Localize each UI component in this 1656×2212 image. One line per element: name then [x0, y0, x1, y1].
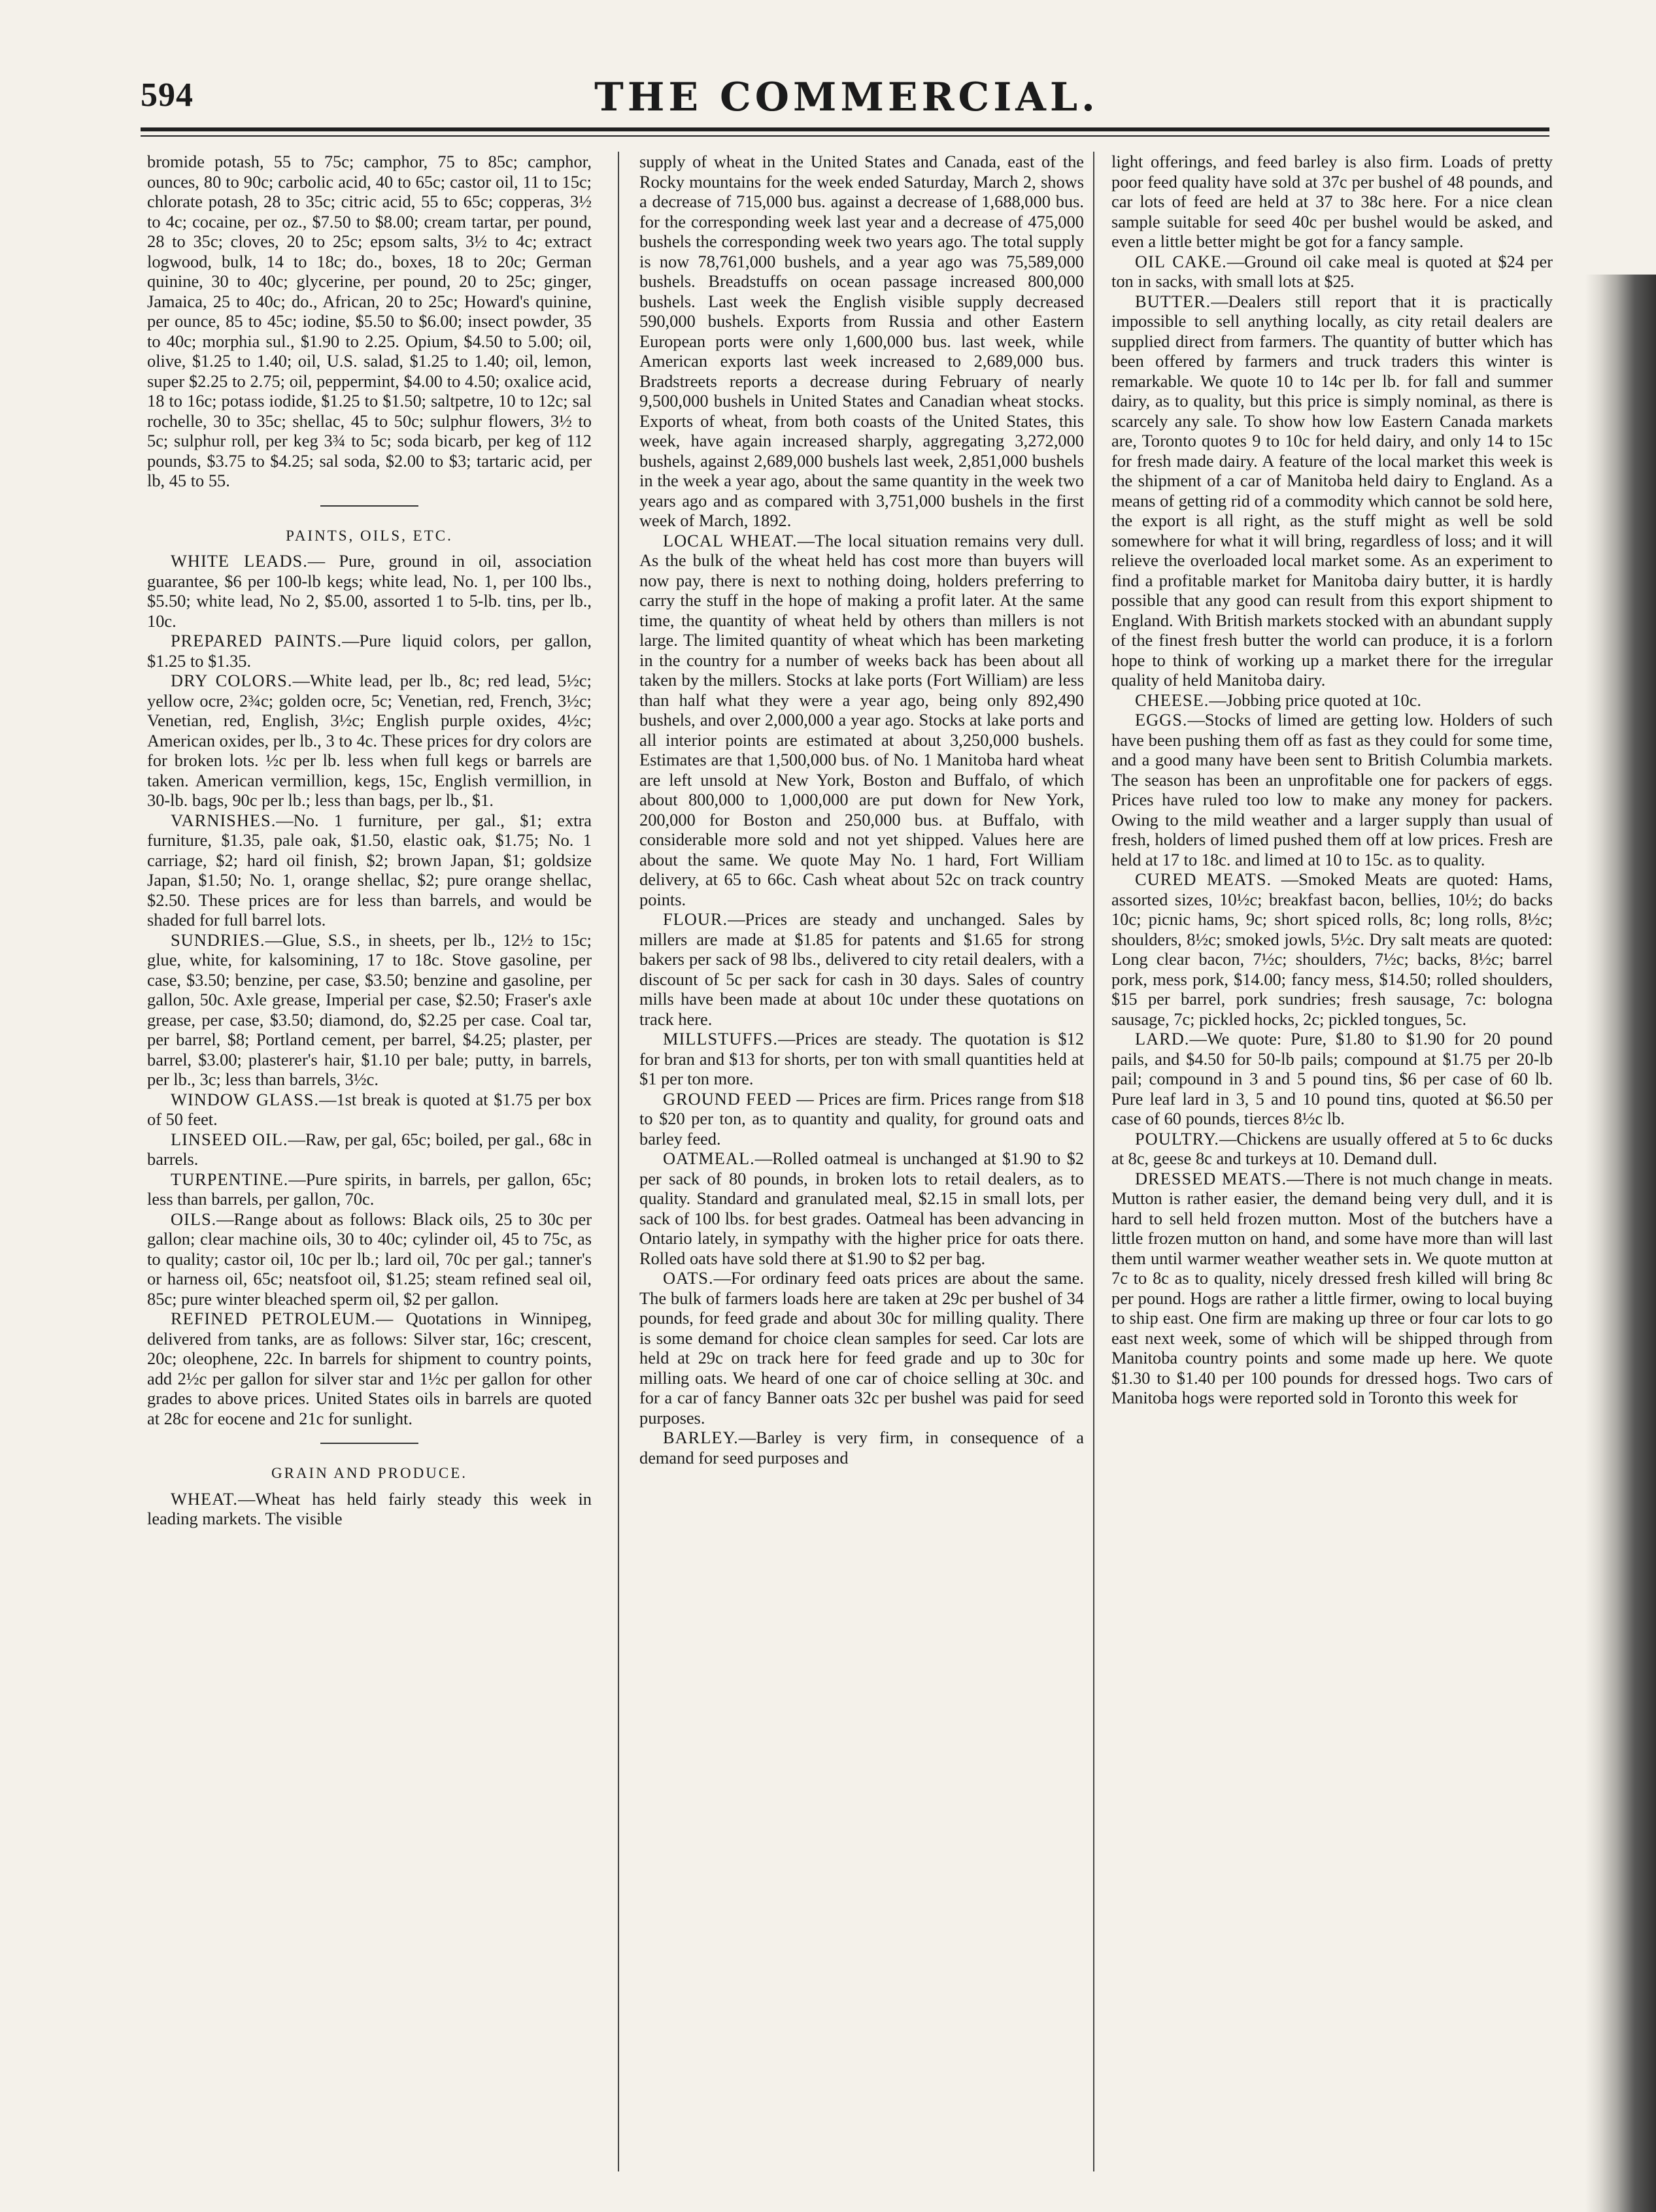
article-flour — [639, 909, 1084, 1029]
masthead — [141, 71, 1553, 123]
column-2 — [639, 152, 1084, 2171]
article-lead: GROUND FEED — [663, 1088, 792, 1109]
article-text: —We quote: Pure, $1.80 to $1.90 for 20 pound pails, and $4.50 for 50-lb pails; compound at $1.75 per 20-lb pail; compound in 3 and 5 pound tins, $6 per case of 60 lb. Pure leaf lard in 3, 5 and 10 pound tins, quoted at $6.50 per case of 60 pounds, tierces 8½c lb. — [1111, 1029, 1553, 1128]
article-text: —Rolled oatmeal is unchanged at $1.90 to $2 per sack of 80 pounds, in broken lots to retail dealers, as to quality. Standard and granulated meal, $2.15 in small lots, per sack of 100 lbs. for best grades. Oatmeal has been advancing in Ontario lately, in sympathy with the higher price for oats there. Rolled oats have sold there at $1.90 to $2 per bag. — [639, 1148, 1084, 1268]
article-cured-meats — [1111, 869, 1553, 1029]
article-white-leads — [147, 551, 592, 631]
article-text: —White lead, per lb., 8c; red lead, 5½c; yellow ocre, 2¾c; golden ocre, 5c; Venetian, red, French, 3½c; Venetian, red, English, 3½c; English purple oxides, 4½c; American oxides, per lb., 3 to 4c. These prices for dry colors are for broken lots. ½c per lb. less when full kegs or barrels are taken. American vermillion, kegs, 15c, English vermillion, in 30-lb. bags, 90c per lb.; less than bags, per lb., $1. — [147, 671, 592, 810]
article-oil-cake — [1111, 252, 1553, 292]
article-lead: FLOUR. — [663, 909, 728, 929]
article-millstuffs — [639, 1029, 1084, 1089]
article-lead: POULTRY. — [1135, 1128, 1220, 1148]
section-heading-grain: GRAIN AND PRODUCE. — [271, 1465, 467, 1481]
page-binding-edge — [1585, 275, 1656, 2212]
article-oats — [639, 1268, 1084, 1428]
article-text: —Barley is very firm, in consequence of a demand for seed purposes and — [639, 1428, 1084, 1467]
article-oils — [147, 1209, 592, 1309]
article-barley-continued: light offerings, and feed barley is also firm. Loads of pretty poor feed quality have sold at 37c per bushel of 48 pounds, and car lots of feed are held at 37 to 38c here. For a nice clean sample suitable for seed 40c per bushel would be asked, and even a little better might be got for a fancy sample. — [1111, 152, 1553, 251]
article-lead: CURED MEATS. — [1135, 869, 1272, 889]
section-rule — [320, 505, 418, 507]
article-lead: LARD. — [1135, 1029, 1190, 1048]
article-text: —Range about as follows: Black oils, 25 to 30c per gallon; clear machine oils, 30 to 40c; cylinder oil, 45 to 75c, as to quality; castor oil, 10c per lb.; lard oil, 70c per gal.; tanner's or harness oil, 65c; neatsfoot oil, $1.25; steam refined seal oil, 85c; pure winter bleached sperm oil, $2 per gallon. — [147, 1209, 592, 1309]
article-text: —Prices are steady and unchanged. Sales by millers are made at $1.85 for patents and $1.65 for strong bakers per sack of 98 lbs., delivered to city retail dealers, with a discount of 5c per sack for cash in 30 days. Sales of country mills have been made at about 10c under these quotations on track here. — [639, 909, 1084, 1029]
article-text: —The local situation remains very dull. As the bulk of the wheat held has cost more than buyers will now pay, there is next to nothing doing, holders preferring to carry the stuff in the hope of making a profit later. At the same time, the quantity of wheat held by others than millers is not large. The limited quantity of wheat which has been marketing in the country for a number of weeks back has been about all taken by the millers. Stocks at lake ports (Fort William) are less than half what they were a year ago, being only 892,490 bushels, and over 2,000,000 a year ago. Stocks at lake ports and all interior points are estimated at about 3,250,000 bushels. Estimates are that 1,500,000 bus. of No. 1 Manitoba hard wheat are left unsold at New York, Boston and Buffalo, of which about 800,000 to 1,000,000 are put down for New York, 200,000 for Boston and 250,000 bus. at Buffalo, with considerable more sold and not yet shipped. Values here are about the same. We quote May No. 1 hard, Fort William delivery, at 65 to 66c. Cash wheat about 52c on track country points. — [639, 530, 1084, 909]
article-text: —Wheat has held fairly steady this week in leading markets. The visible — [147, 1488, 592, 1528]
article-lead: REFINED PETROLEUM. — [171, 1309, 376, 1328]
article-text: —Jobbing price quoted at 10c. — [1209, 690, 1421, 710]
column-divider — [1093, 152, 1094, 2171]
article-lead: MILLSTUFFS. — [663, 1029, 778, 1048]
header-rule-thick — [141, 127, 1549, 131]
article-lead: OATS. — [663, 1268, 714, 1288]
section-heading-paints: PAINTS, OILS, ETC. — [286, 527, 453, 544]
article-eggs — [1111, 710, 1553, 869]
article-cheese — [1111, 690, 1553, 711]
article-lead: WINDOW GLASS. — [171, 1089, 320, 1109]
article-lead: TURPENTINE. — [171, 1169, 289, 1189]
column-1 — [147, 152, 592, 2171]
article-text: —Pure liquid colors, per gallon, $1.25 to $1.35. — [147, 631, 592, 671]
article-text: —Pure spirits, in barrels, per gallon, 65c; less than barrels, per gallon, 70c. — [147, 1169, 592, 1209]
article-dry-colors — [147, 671, 592, 811]
article-text: —No. 1 furniture, per gal., $1; extra furniture, $1.35, pale oak, $1.50, elastic oak, $1.75; No. 1 carriage, $2; hard oil finish, $2; brown Japan, $1; goldsize Japan, $1.50; No. 1, orange shellac, $2; pure orange shellac, $2.50. These prices are for less than barrels, and would be shaded for full barrel lots. — [147, 810, 592, 930]
article-lead: OATMEAL. — [663, 1148, 755, 1168]
article-local-wheat — [639, 531, 1084, 910]
article-text: —Chickens are usually offered at 5 to 6c ducks at 8c, geese 8c and turkeys at 10. Demand dull. — [1111, 1128, 1553, 1168]
section-rule — [320, 1443, 418, 1444]
header-rule-thin — [141, 135, 1549, 137]
article-turpentine — [147, 1169, 592, 1209]
page-number: 594 — [141, 76, 194, 114]
article-sundries — [147, 930, 592, 1090]
article-lead: OILS. — [171, 1209, 217, 1229]
article-lard — [1111, 1029, 1553, 1129]
article-butter — [1111, 292, 1553, 690]
article-text: —Ground oil cake meal is quoted at $24 per ton in sacks, with small lots at $25. — [1111, 251, 1553, 291]
article-text: — Prices are firm. Prices range from $18 to $20 per ton, as to quantity and quality, for ground oats and barley feed. — [639, 1088, 1084, 1148]
column-3 — [1111, 152, 1553, 2171]
article-lead: OIL CAKE. — [1135, 251, 1227, 271]
article-oatmeal — [639, 1148, 1084, 1268]
article-text: — Pure, ground in oil, association guarantee, $6 per 100-lb kegs; white lead, No. 1, per 100 lbs., $5.50; white lead, No 2, $5.00, assorted 1 to 5-lb. tins, per lb., 10c. — [147, 551, 592, 631]
article-poultry — [1111, 1129, 1553, 1169]
article-refined-petroleum — [147, 1309, 592, 1428]
article-lead: VARNISHES. — [171, 810, 277, 830]
article-lead: CHEESE. — [1135, 690, 1209, 710]
article-text: —Dealers still report that it is practically impossible to sell anything locally, as city retail dealers are supplied direct from farmers. The quantity of butter which has been offered by farmers and truck traders this winter is remarkable. We quote 10 to 14c per lb. for fall and summer dairy, as to quality, but this price is simply nominal, as there is scarcely any sale. To show how low Eastern Canada markets are, Toronto quotes 9 to 10c for held dairy, and only 14 to 15c for fresh made dairy. A feature of the local market this week is the shipment of a car of Manitoba held dairy to England. As a means of getting rid of a commodity which cannot be sold here, the export is all right, as the stuff might as well be sold somewhere for what it will bring, regardless of loss; and it will relieve the overloaded local market some. As an experiment to find a profitable market for Manitoba dairy butter, it is hardly possible that any good can result from this export shipment to England. With British markets stocked with an abundant supply of the finest fresh butter the world can produce, it is a forlorn hope to think of working up a market there for the irregular quality of held Manitoba dairy. — [1111, 291, 1553, 690]
article-lead: DRESSED MEATS. — [1135, 1168, 1287, 1188]
article-lead: DRY COLORS. — [171, 671, 293, 690]
article-text: —There is not much change in meats. Mutton is rather easier, the demand being very dull, and it is hard to sell held frozen mutton. Most of the butchers have a little frozen mutton on hand, and some have more than will last them until warmer weather weather sets in. We quote mutton at 7c to 8c as to quality, nicely dressed fresh killed will bring 8c per pound. Hogs are rather a little firmer, owing to local buying to ship east. One firm are making up three or four car lots to go east next week, some of which will be shipped through from Manitoba country points and some made up here. We quote $1.30 to $1.40 per 100 pounds for dressed hogs. Two cars of Manitoba hogs were reported sold in Toronto this week for — [1111, 1168, 1553, 1407]
article-lead: LOCAL WHEAT. — [663, 530, 798, 550]
article-text: —Prices are steady. The quotation is $12 for bran and $13 for shorts, per ton with small quantities held at $1 per ton more. — [639, 1029, 1084, 1088]
article-lead: EGGS. — [1135, 710, 1188, 729]
article-lead: WHITE LEADS. — [171, 551, 308, 571]
article-lead: WHEAT. — [171, 1488, 238, 1509]
article-linseed-oil — [147, 1130, 592, 1169]
article-text: —Stocks of limed are getting low. Holders of such have been pushing them off as fast as they could for some time, and a good many have been sent to British Columbia markets. The season has been an unprofitable one for packers of eggs. Prices have ruled too low to make any money for packers. Owing to the mild weather and a larger supply than usual of fresh, holders of limed pushed them off at low prices. Fresh are held at 17 to 18c. and limed at 10 to 15c. as to quality. — [1111, 710, 1553, 869]
article-window-glass — [147, 1090, 592, 1130]
article-text: — Quotations in Winnipeg, delivered from tanks, are as follows: Silver star, 16c; crescent, 20c; oleophene, 22c. In barrels for shipment to country points, add 2½c per gallon for silver star and 1½c per gallon for other grades to above prices. United States oils in barrels are quoted at 28c for eocene and 21c for sunlight. — [147, 1309, 592, 1428]
article-wheat-continued: supply of wheat in the United States and Canada, east of the Rocky mountains for the week ended Saturday, March 2, shows a decrease of 715,000 bus. against a decrease of 1,688,000 bus. for the corresponding week last year and a decrease of 475,000 bushels the corresponding week two years ago. The total supply is now 78,761,000 bushels, and a year ago was 75,589,000 bushels. Breadstuffs on ocean passage increased 800,000 bushels. Last week the English visible supply decreased 590,000 bushels. Exports from Russia and other Eastern European ports were only 1,600,000 bus. last week, while American exports last week increased to 2,689,000 bus. Bradstreets reports a decrease during February of nearly 9,500,000 bushels in United States and Canadian wheat stocks. Exports of wheat, from both coasts of the United States, this week, have again increased sharply, aggregating 3,272,000 bushels, against 2,689,000 bushels last week, 2,851,000 bushels in the week a year ago, about the same quantity in the week two years ago and as compared with 3,751,000 bushels in the first week of March, 1892. — [639, 152, 1084, 530]
article-lead: BUTTER. — [1135, 291, 1211, 311]
article-text: —1st break is quoted at $1.75 per box of 50 feet. — [147, 1089, 592, 1129]
article-lead: LINSEED OIL. — [171, 1129, 288, 1149]
article-text: —Raw, per gal, 65c; boiled, per gal., 68c in barrels. — [147, 1129, 592, 1169]
article-prepared-paints — [147, 631, 592, 671]
article-text: —Glue, S.S., in sheets, per lb., 12½ to 15c; glue, white, for kalsomining, 17 to 18c. Stove gasoline, per case, $3.50; benzine, per case, $3.50; benzine and gasoline, per gallon, 50c. Axle grease, Imperial per case, $2.50; Fraser's axle grease, per case, $3.50; diamond, do, $2.25 per case. Coal tar, per barrel, $8; Portland cement, per barrel, $4.25; plaster, per barrel, $3.00; plasterer's hair, $1.10 per bale; putty, in barrels, per lb., 3c; less than barrels, 3½c. — [147, 930, 592, 1089]
article-lead: BARLEY. — [663, 1428, 739, 1447]
article-lead: PREPARED PAINTS. — [171, 631, 343, 650]
page-title: THE COMMERCIAL. — [594, 75, 1099, 120]
article-barley — [639, 1428, 1084, 1467]
column-divider — [618, 152, 619, 2171]
article-wheat — [147, 1489, 592, 1529]
drugs-paragraph: bromide potash, 55 to 75c; camphor, 75 to 85c; camphor, ounces, 80 to 90c; carbolic acid, 40 to 65c; castor oil, 11 to 15c; chlorate potash, 28 to 35c; citric acid, 55 to 65c; copperas, 3½ to 4c; cocaine, per oz., $7.50 to $8.00; cream tartar, per pound, 28 to 35c; cloves, 20 to 25c; epsom salts, 3½ to 4c; extract logwood, bulk, 14 to 18c; do., boxes, 18 to 20c; German quinine, 30 to 40c; glycerine, per pound, 20 to 25c; ginger, Jamaica, 25 to 40c; do., African, 20 to 25c; Howard's quinine, per ounce, 85 to 45c; iodine, $5.50 to $6.00; insect powder, 35 to 40c; morphia sul., $1.90 to 2.25. Opium, $4.50 to 5.00; oil, olive, $1.25 to 1.40; oil, U.S. salad, $1.25 to 1.40; oil, lemon, super $2.25 to 2.75; oil, peppermint, $4.00 to 4.50; oxalice acid, 18 to 16c; potass iodide, $1.25 to $1.50; saltpetre, 10 to 12c; sal rochelle, 30 to 35c; shellac, 45 to 50c; sulphur flowers, 3½ to 5c; sulphur roll, per keg 3¾ to 5c; soda bicarb, per keg of 112 pounds, $3.75 to $4.25; sal soda, $2.00 to $3; tartaric acid, per lb, 45 to 55. — [147, 152, 592, 490]
article-lead: SUNDRIES. — [171, 930, 265, 950]
article-ground-feed — [639, 1089, 1084, 1149]
article-varnishes — [147, 811, 592, 930]
article-text: —Smoked Meats are quoted: Hams, assorted sizes, 10½c; breakfast bacon, bellies, 10½; do backs 10c; picnic hams, 9c; short spiced rolls, 8c; long rolls, 8½c; shoulders, 8½c; smoked jowls, 5½c. Dry salt meats are quoted: Long clear bacon, 7½c; shoulders, 7½c; backs, 8½c; barrel pork, mess pork, $14.00; fancy mess, $14.50; rolled shoulders, $15 per barrel, pork sundries; fresh sausage, 7c: bologna sausage, 7c; pickled hocks, 2c; pickled tongues, 5c. — [1111, 869, 1553, 1029]
article-dressed-meats — [1111, 1169, 1553, 1408]
article-text: —For ordinary feed oats prices are about the same. The bulk of farmers loads here are taken at 29c per bushel of 34 pounds, for feed grade and about 30c for milling quality. There is some demand for choice clean samples for seed. Car lots are held at 29c on track here for feed grade and up to 30c for milling oats. We heard of one car of choice selling at 30c. and for a car of fancy Banner oats 32c per bushel was paid for seed purposes. — [639, 1268, 1084, 1428]
